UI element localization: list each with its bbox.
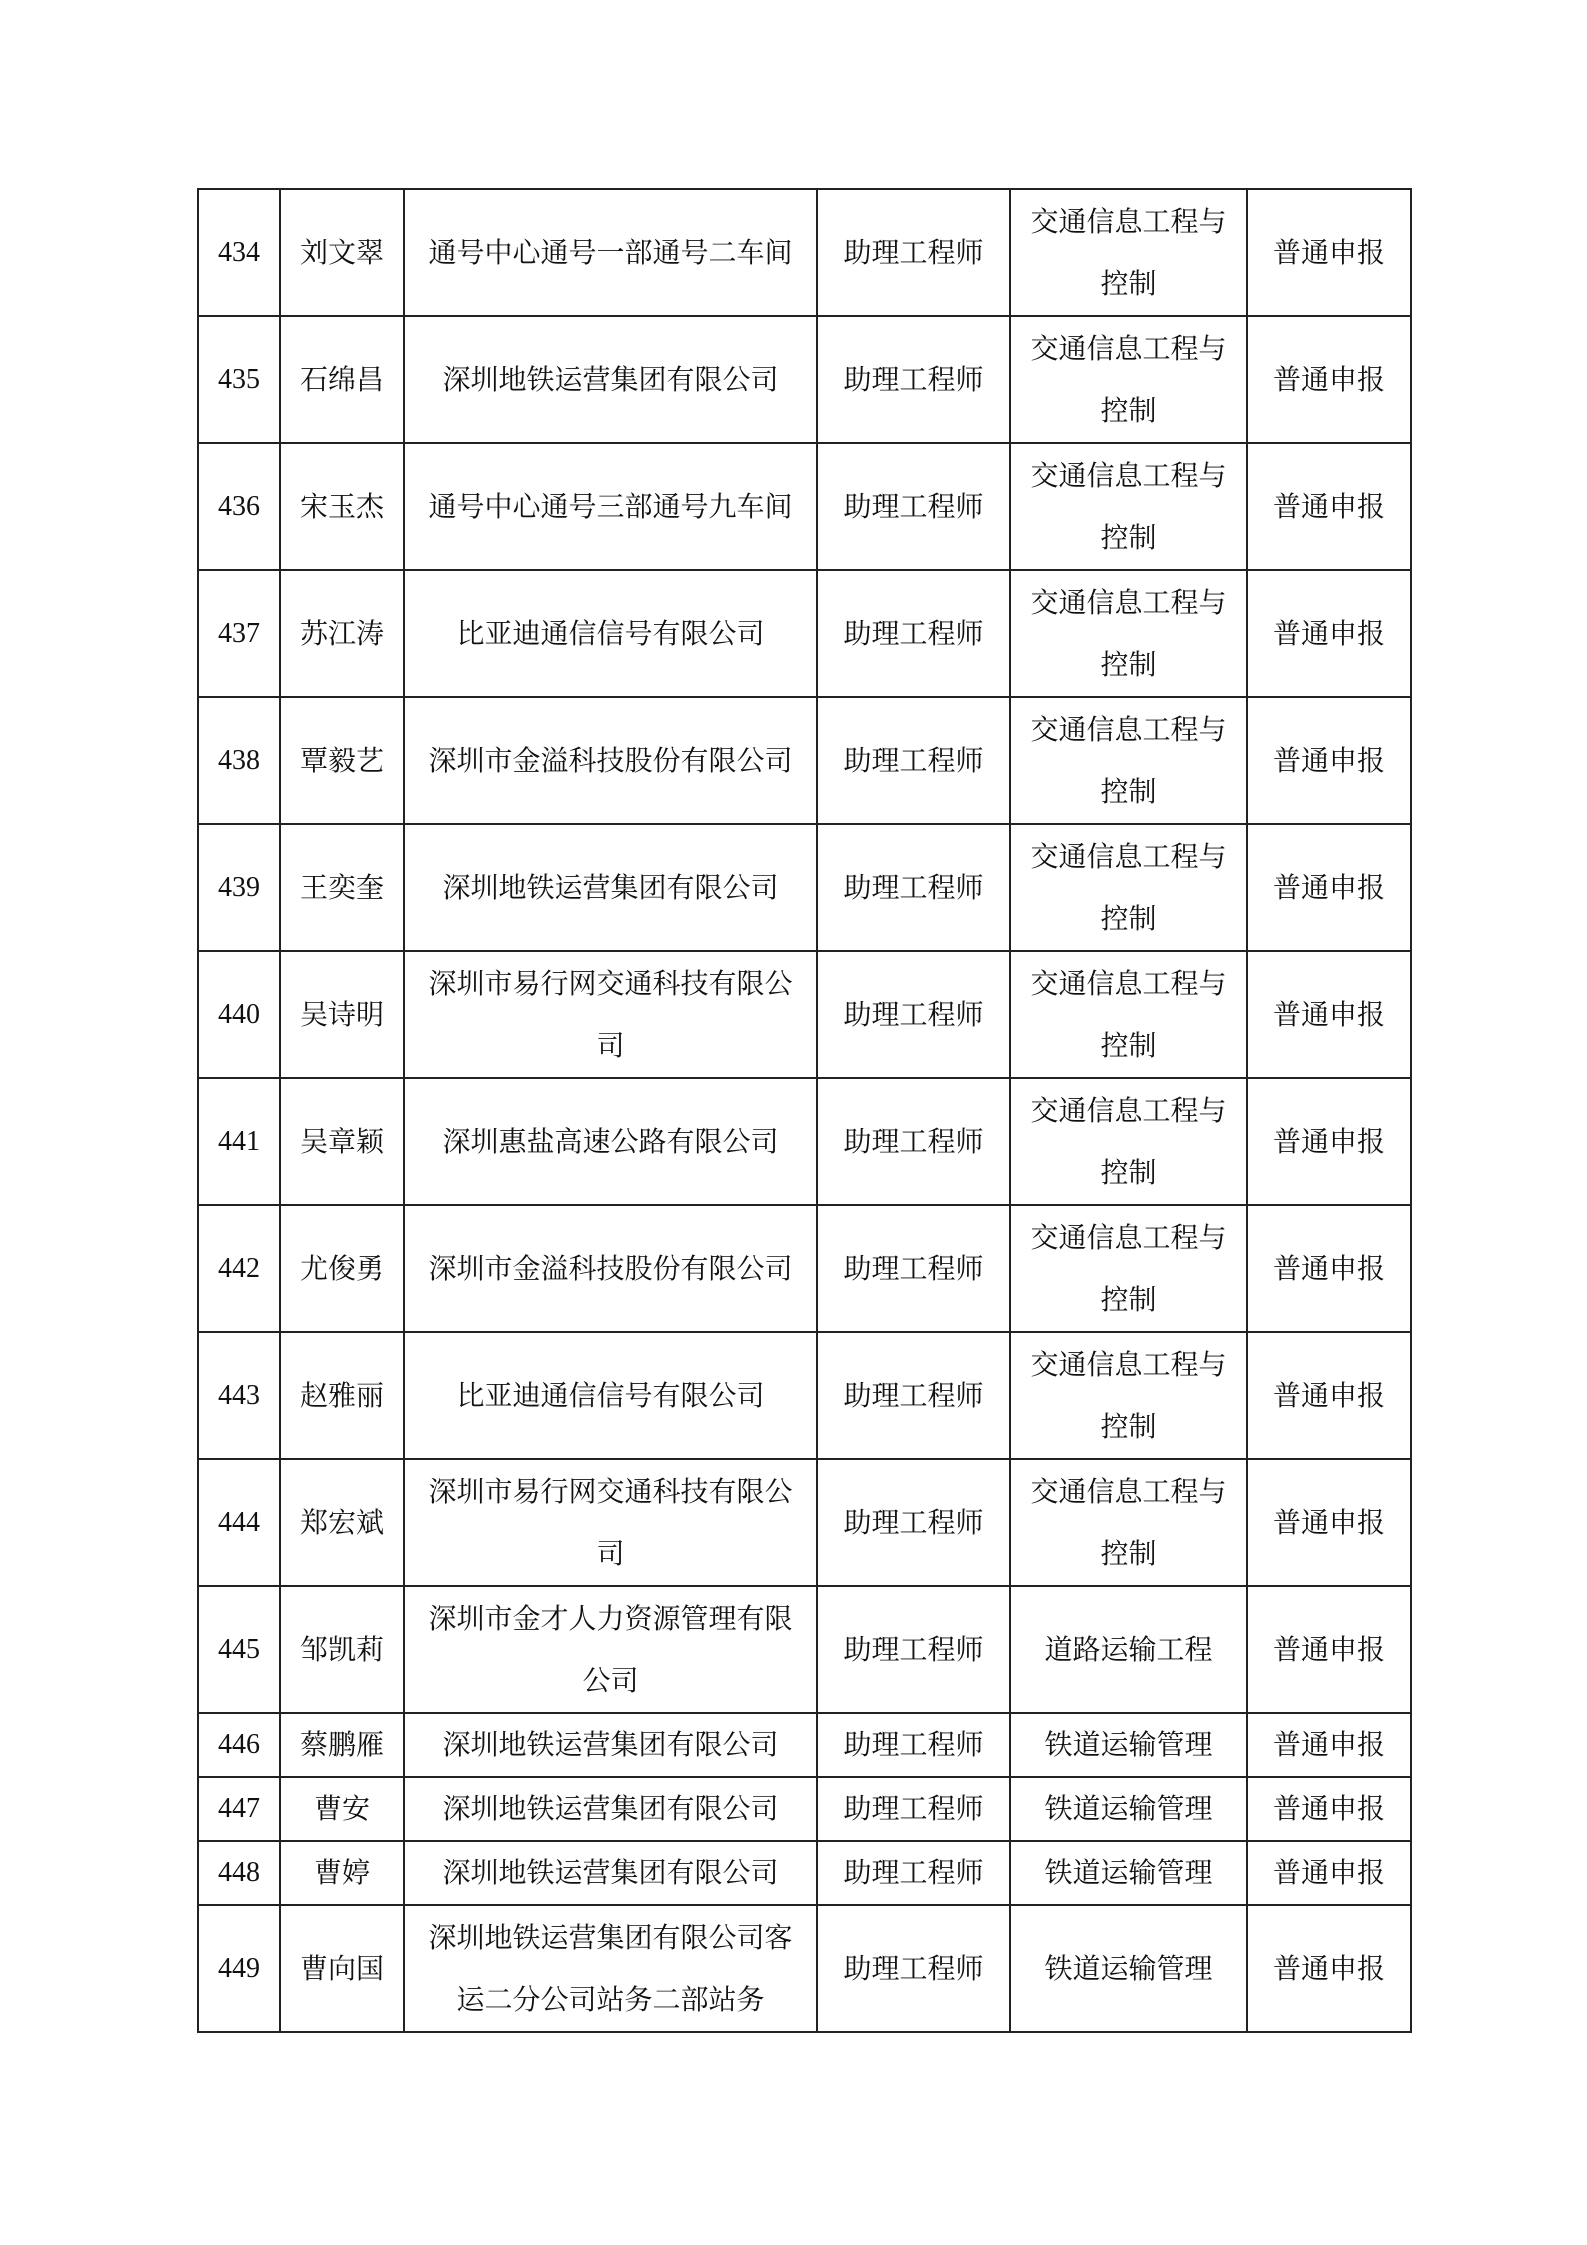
row-number: 444	[198, 1459, 280, 1586]
table-row	[198, 570, 1411, 697]
major: 交通信息工程与控制	[1010, 443, 1247, 570]
applicant-name: 蔡鹏雁	[280, 1713, 404, 1777]
row-number: 435	[198, 316, 280, 443]
row-number: 437	[198, 570, 280, 697]
table-row	[198, 951, 1411, 1078]
title-level: 助理工程师	[817, 189, 1010, 316]
row-number: 434	[198, 189, 280, 316]
title-level: 助理工程师	[817, 1841, 1010, 1905]
table-row	[198, 1078, 1411, 1205]
applicant-name: 吴诗明	[280, 951, 404, 1078]
applicant-name: 苏江涛	[280, 570, 404, 697]
applicant-name: 曹安	[280, 1777, 404, 1841]
applicant-name: 覃毅艺	[280, 697, 404, 824]
work-unit: 深圳市易行网交通科技有限公司	[404, 951, 817, 1078]
applicant-name: 曹婷	[280, 1841, 404, 1905]
work-unit: 深圳地铁运营集团有限公司	[404, 1777, 817, 1841]
title-level: 助理工程师	[817, 570, 1010, 697]
row-number: 439	[198, 824, 280, 951]
application-type: 普通申报	[1247, 951, 1411, 1078]
work-unit: 深圳地铁运营集团有限公司	[404, 316, 817, 443]
title-level: 助理工程师	[817, 951, 1010, 1078]
table-row	[198, 1777, 1411, 1841]
application-type: 普通申报	[1247, 570, 1411, 697]
application-type: 普通申报	[1247, 1205, 1411, 1332]
title-level: 助理工程师	[817, 697, 1010, 824]
applicant-name: 曹向国	[280, 1905, 404, 2032]
row-number: 440	[198, 951, 280, 1078]
table-row	[198, 824, 1411, 951]
table-row	[198, 1841, 1411, 1905]
title-level: 助理工程师	[817, 1459, 1010, 1586]
application-type: 普通申报	[1247, 316, 1411, 443]
application-type: 普通申报	[1247, 443, 1411, 570]
applicant-name: 王奕奎	[280, 824, 404, 951]
applicant-name: 吴章颖	[280, 1078, 404, 1205]
application-type: 普通申报	[1247, 1777, 1411, 1841]
work-unit: 深圳地铁运营集团有限公司	[404, 1713, 817, 1777]
row-number: 448	[198, 1841, 280, 1905]
major: 交通信息工程与控制	[1010, 189, 1247, 316]
work-unit: 比亚迪通信信号有限公司	[404, 570, 817, 697]
applicant-table-body	[198, 189, 1411, 2032]
table-row	[198, 697, 1411, 824]
application-type: 普通申报	[1247, 1713, 1411, 1777]
title-level: 助理工程师	[817, 1078, 1010, 1205]
major: 铁道运输管理	[1010, 1841, 1247, 1905]
work-unit: 深圳市金才人力资源管理有限公司	[404, 1586, 817, 1713]
row-number: 436	[198, 443, 280, 570]
major: 交通信息工程与控制	[1010, 951, 1247, 1078]
major: 交通信息工程与控制	[1010, 1078, 1247, 1205]
application-type: 普通申报	[1247, 1459, 1411, 1586]
work-unit: 通号中心通号一部通号二车间	[404, 189, 817, 316]
application-type: 普通申报	[1247, 1841, 1411, 1905]
application-type: 普通申报	[1247, 824, 1411, 951]
work-unit: 深圳市易行网交通科技有限公司	[404, 1459, 817, 1586]
title-level: 助理工程师	[817, 443, 1010, 570]
major: 交通信息工程与控制	[1010, 570, 1247, 697]
row-number: 441	[198, 1078, 280, 1205]
applicant-name: 赵雅丽	[280, 1332, 404, 1459]
row-number: 443	[198, 1332, 280, 1459]
table-row	[198, 1905, 1411, 2032]
application-type: 普通申报	[1247, 1332, 1411, 1459]
table-row	[198, 1713, 1411, 1777]
major: 交通信息工程与控制	[1010, 316, 1247, 443]
table-row	[198, 316, 1411, 443]
work-unit: 深圳地铁运营集团有限公司	[404, 824, 817, 951]
table-row	[198, 1205, 1411, 1332]
major: 交通信息工程与控制	[1010, 697, 1247, 824]
work-unit: 深圳市金溢科技股份有限公司	[404, 1205, 817, 1332]
row-number: 449	[198, 1905, 280, 2032]
major: 交通信息工程与控制	[1010, 1459, 1247, 1586]
title-level: 助理工程师	[817, 1713, 1010, 1777]
application-type: 普通申报	[1247, 1586, 1411, 1713]
table-row	[198, 443, 1411, 570]
applicant-table	[197, 188, 1412, 2033]
major: 交通信息工程与控制	[1010, 1205, 1247, 1332]
major: 道路运输工程	[1010, 1586, 1247, 1713]
applicant-name: 尤俊勇	[280, 1205, 404, 1332]
row-number: 446	[198, 1713, 280, 1777]
row-number: 438	[198, 697, 280, 824]
table-row	[198, 189, 1411, 316]
applicant-name: 石绵昌	[280, 316, 404, 443]
title-level: 助理工程师	[817, 1205, 1010, 1332]
work-unit: 深圳地铁运营集团有限公司	[404, 1841, 817, 1905]
applicant-name: 宋玉杰	[280, 443, 404, 570]
table-row	[198, 1459, 1411, 1586]
work-unit: 深圳惠盐高速公路有限公司	[404, 1078, 817, 1205]
major: 铁道运输管理	[1010, 1777, 1247, 1841]
title-level: 助理工程师	[817, 1905, 1010, 2032]
application-type: 普通申报	[1247, 1905, 1411, 2032]
title-level: 助理工程师	[817, 1586, 1010, 1713]
application-type: 普通申报	[1247, 189, 1411, 316]
row-number: 447	[198, 1777, 280, 1841]
applicant-name: 郑宏斌	[280, 1459, 404, 1586]
major: 铁道运输管理	[1010, 1905, 1247, 2032]
application-type: 普通申报	[1247, 697, 1411, 824]
work-unit: 深圳市金溢科技股份有限公司	[404, 697, 817, 824]
title-level: 助理工程师	[817, 1777, 1010, 1841]
major: 铁道运输管理	[1010, 1713, 1247, 1777]
table-row	[198, 1586, 1411, 1713]
title-level: 助理工程师	[817, 1332, 1010, 1459]
row-number: 445	[198, 1586, 280, 1713]
applicant-name: 刘文翠	[280, 189, 404, 316]
applicant-name: 邹凯莉	[280, 1586, 404, 1713]
work-unit: 深圳地铁运营集团有限公司客运二分公司站务二部站务	[404, 1905, 817, 2032]
row-number: 442	[198, 1205, 280, 1332]
table-row	[198, 1332, 1411, 1459]
title-level: 助理工程师	[817, 316, 1010, 443]
work-unit: 比亚迪通信信号有限公司	[404, 1332, 817, 1459]
major: 交通信息工程与控制	[1010, 824, 1247, 951]
title-level: 助理工程师	[817, 824, 1010, 951]
work-unit: 通号中心通号三部通号九车间	[404, 443, 817, 570]
major: 交通信息工程与控制	[1010, 1332, 1247, 1459]
application-type: 普通申报	[1247, 1078, 1411, 1205]
